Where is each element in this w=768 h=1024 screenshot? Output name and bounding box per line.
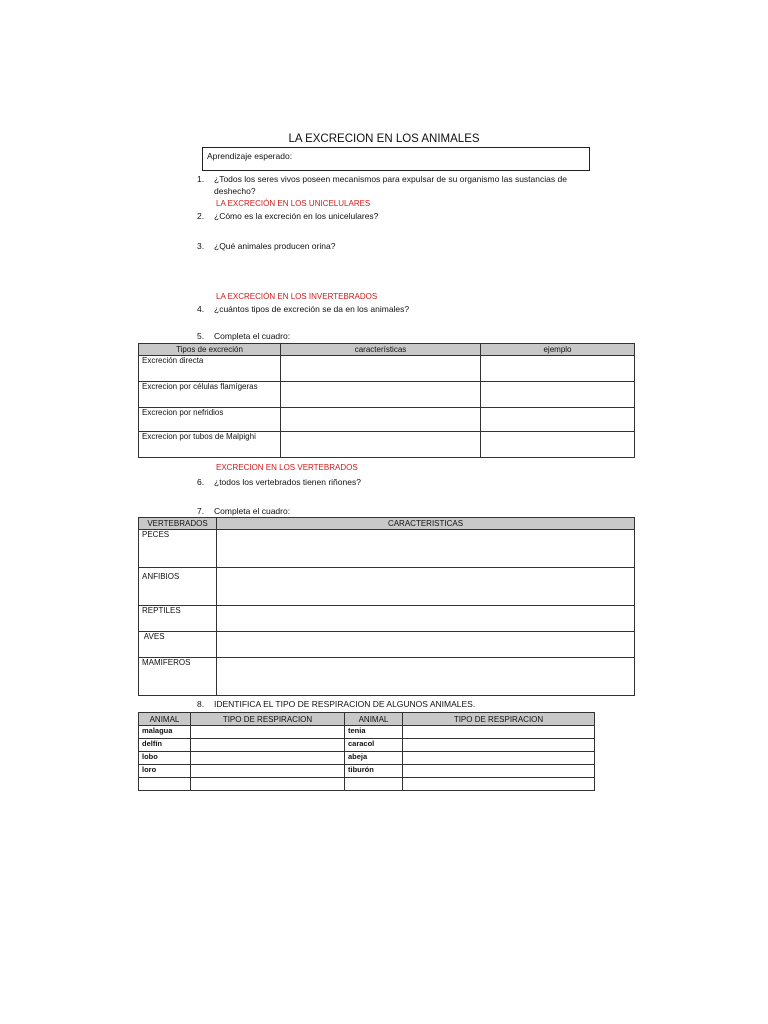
t2-cell: [217, 568, 635, 606]
t2-cell: [217, 606, 635, 632]
t3-header-animal-left: ANIMAL: [139, 713, 191, 726]
t1-header-tipos: Tipos de excreción: [139, 344, 281, 356]
table-row: [139, 432, 635, 458]
q8-number: 8.: [197, 699, 205, 709]
t1-cell: [281, 432, 481, 458]
aprendizaje-label: Aprendizaje esperado:: [207, 151, 293, 161]
t3-header-respiracion-right: TIPO DE RESPIRACION: [403, 713, 595, 726]
q6-text: ¿todos los vertebrados tienen riñones?: [214, 477, 361, 487]
table-row: [139, 658, 635, 696]
t3-animal-left: [139, 778, 191, 791]
t3-animal-left: malagua: [139, 726, 191, 739]
q1-line2: deshecho?: [214, 186, 256, 196]
table-row: [139, 382, 635, 408]
t3-animal-left: loro: [139, 765, 191, 778]
t1-header-ejemplo: ejemplo: [481, 344, 635, 356]
t3-cell: [191, 739, 345, 752]
q1-number: 1.: [197, 174, 205, 184]
t2-header-caracteristicas: CARACTERISTICAS: [217, 518, 635, 530]
t3-cell: [403, 726, 595, 739]
t2-cell: [217, 632, 635, 658]
table-row: [139, 356, 635, 382]
q8-text: IDENTIFICA EL TIPO DE RESPIRACION DE ALGUNOS ANIMALES.: [214, 699, 476, 709]
t1-header-caracteristicas: características: [281, 344, 481, 356]
q4-text: ¿cuántos tipos de excreción se da en los animales?: [214, 304, 410, 314]
q5-number: 5.: [197, 331, 205, 341]
t1-cell: [281, 382, 481, 408]
t1-cell: [281, 408, 481, 432]
t1-cell: [481, 382, 635, 408]
t3-animal-right: [345, 778, 403, 791]
t1-row-label: Excreción directa: [139, 356, 281, 382]
t3-header-respiracion-left: TIPO DE RESPIRACION: [191, 713, 345, 726]
page-title: LA EXCRECION EN LOS ANIMALES: [288, 133, 480, 145]
table-row: [139, 765, 595, 778]
t3-cell: [403, 765, 595, 778]
t1-cell: [481, 408, 635, 432]
section-invertebrados: LA EXCRECIÓN EN LOS INVERTEBRADOS: [216, 292, 378, 301]
t3-cell: [403, 778, 595, 791]
t1-cell: [481, 356, 635, 382]
q2-number: 2.: [197, 211, 205, 221]
t3-cell: [403, 752, 595, 765]
vertebrates-table: [138, 517, 635, 696]
t3-animal-right: abeja: [345, 752, 403, 765]
section-vertebrados: EXCRECION EN LOS VERTEBRADOS: [216, 463, 358, 472]
q4-number: 4.: [197, 304, 205, 314]
q7-text: Completa el cuadro:: [214, 506, 291, 516]
t2-row-label: AVES: [139, 632, 217, 658]
t3-cell: [403, 739, 595, 752]
table-row: [139, 632, 635, 658]
table-row: [139, 778, 595, 791]
t3-cell: [191, 752, 345, 765]
table-row: [139, 530, 635, 568]
aprendizaje-box: [202, 147, 590, 171]
table-row: [139, 408, 635, 432]
t3-header-animal-right: ANIMAL: [345, 713, 403, 726]
table-row: [139, 739, 595, 752]
table-row: [139, 606, 635, 632]
q2-text: ¿Cómo es la excreción en los unicelulares?: [214, 211, 379, 221]
t1-cell: [281, 356, 481, 382]
table-row: [139, 726, 595, 739]
t2-row-label: MAMIFEROS: [139, 658, 217, 696]
t3-animal-left: delfín: [139, 739, 191, 752]
q3-number: 3.: [197, 241, 205, 251]
t3-animal-right: caracol: [345, 739, 403, 752]
t3-animal-left: lobo: [139, 752, 191, 765]
t3-animal-right: tiburón: [345, 765, 403, 778]
t2-header-vertebrados: VERTEBRADOS: [139, 518, 217, 530]
q5-text: Completa el cuadro:: [214, 331, 291, 341]
t1-row-label: Excrecion por células flamígeras: [139, 382, 281, 408]
t2-cell: [217, 530, 635, 568]
t3-animal-right: tenia: [345, 726, 403, 739]
q3-text: ¿Qué animales producen orina?: [214, 241, 336, 251]
t1-cell: [481, 432, 635, 458]
respiration-table: [138, 712, 595, 791]
t2-cell: [217, 658, 635, 696]
t3-cell: [191, 726, 345, 739]
section-unicelulares: LA EXCRECIÓN EN LOS UNICELULARES: [216, 199, 371, 208]
excretion-types-table: [138, 343, 635, 458]
q7-number: 7.: [197, 506, 205, 516]
q6-number: 6.: [197, 477, 205, 487]
t2-row-label: ANFIBIOS: [139, 568, 217, 606]
table-row: [139, 568, 635, 606]
t3-cell: [191, 778, 345, 791]
table-row: [139, 752, 595, 765]
t1-row-label: Excrecion por tubos de Malpighi: [139, 432, 281, 458]
t3-cell: [191, 765, 345, 778]
q1-line1: ¿Todos los seres vivos poseen mecanismos para expulsar de su organismo las sustancias de: [214, 174, 567, 184]
t1-row-label: Excrecion por nefridios: [139, 408, 281, 432]
t2-row-label: REPTILES: [139, 606, 217, 632]
t2-row-label: PECES: [139, 530, 217, 568]
